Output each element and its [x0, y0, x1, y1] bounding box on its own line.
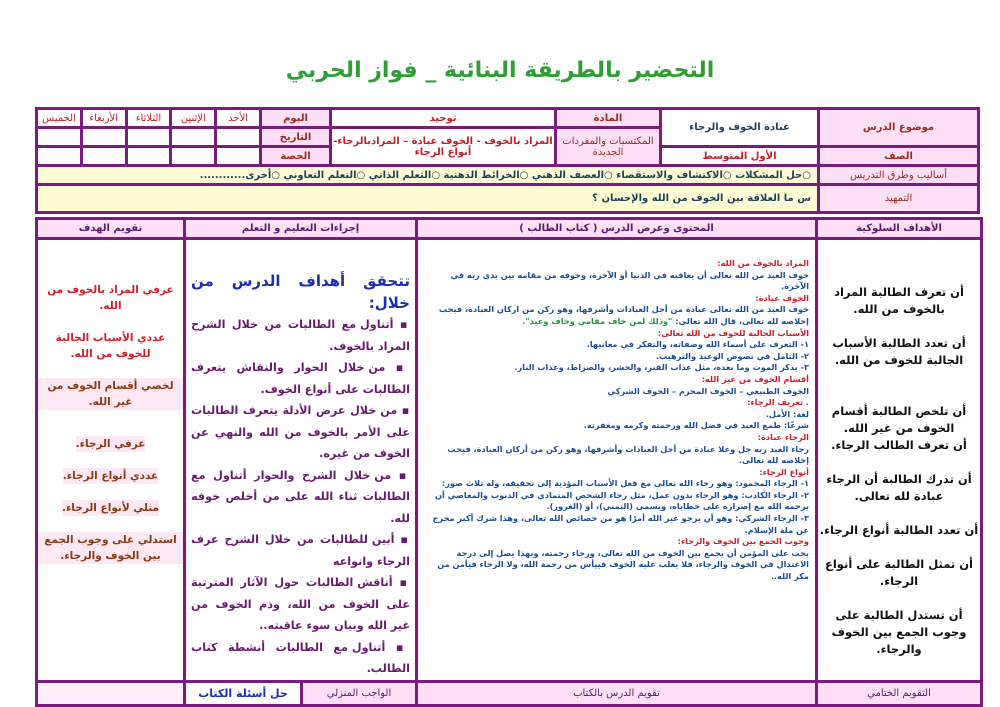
objective: أن تستدل الطالبة على وجوب الجمع بين الخوف والرجاء.: [831, 608, 967, 656]
period-cell[interactable]: [126, 147, 171, 166]
day-monday: الإثنين: [171, 109, 216, 128]
date-cell[interactable]: [171, 128, 216, 147]
grade-label: الصف: [819, 147, 979, 166]
evaluation-item: عددي الأسباب الجالبة للخوف من الله.: [55, 332, 166, 360]
objective: أن تعرف الطالب الرجاء.: [831, 438, 967, 452]
day-thursday: الخميس: [37, 109, 82, 128]
content-text: خوف العبد من الله تعالى عبادة من أجل العبادات وأشرفها، وهو ركن من اركان العبادة، فيجب إخلاصه لله تعالى، قال الله تعالى:: [438, 304, 809, 326]
procedure-item: ▪ أتناول مع الطالبات من خلال الشرح المراد بالخوف.: [191, 318, 410, 353]
vocab-label: المكتسبات والمفردات الجديدة: [556, 128, 661, 166]
subject-label: المادة: [556, 109, 661, 128]
content-list-item: ٢- الرجاء الكاذب: وهو الرجاء بدون عمل، مثل رجاء الشخص المتمادي في الذنوب والمعاصي أن يرحمه الله مع إصراره على خطاياه، ويسمى (التمني)، أو (الغرور).: [435, 489, 809, 512]
evaluation-column: [37, 239, 185, 682]
footer-empty-cell: [37, 681, 185, 705]
page-title: التحضير بالطريقة البنائية _ فواز الحربي: [285, 58, 715, 83]
procedures-column: [185, 239, 417, 682]
procedure-item: ▪ من خلال الحوار والنقاش يتعرف الطالبات على أنواع الخوف.: [191, 361, 410, 396]
evaluation-item: لخصي أقسام الخوف من غير الله.: [38, 378, 183, 410]
homework-value: حل أسئلة الكتاب: [185, 681, 302, 705]
objective: أن تعدد الطالبة أنواع الرجاء.: [819, 523, 979, 537]
evaluation-item: عددي أنواع الرجاء.: [62, 470, 159, 482]
content-heading: الأسباب الجالبة للخوف من الله تعالى:: [657, 327, 809, 338]
evaluation-header: تقويم الهدف: [37, 219, 185, 239]
content-list-item: ١- التعرف على أسماء الله وصفاته، والتفكر في معانيها.: [586, 339, 809, 350]
methods-label: أساليب وطرق التدريس: [819, 166, 979, 185]
day-sunday: الأحد: [216, 109, 261, 128]
book-evaluation-label: تقويم الدرس بالكتاب: [417, 681, 817, 705]
content-text: خوف العبد من الله تعالى أن يعاقبه في الدنيا أو الآخرة، وخوفه من مقامه بين يدي ربه في الآخرة.: [450, 269, 809, 292]
evaluation-item: عرفي المراد بالخوف من الله.: [47, 284, 174, 312]
content-heading: الرجاء عبادة:: [757, 431, 809, 442]
content-header: المحتوى وعرض الدرس ( كتاب الطالب ): [417, 219, 817, 239]
topic-value: عبادة الخوف والرجاء: [661, 109, 819, 147]
day-tuesday: الثلاثاء: [126, 109, 171, 128]
day-label: اليوم: [261, 109, 331, 128]
content-list-item: ٢- التامل في نصوص الوعيد والترهيب.: [655, 350, 809, 361]
final-evaluation-label: التقويم الختامي: [817, 681, 982, 705]
period-cell[interactable]: [171, 147, 216, 166]
evaluation-item: مثلي لأنواع الرجاء.: [61, 502, 160, 514]
content-heading: أقسام الخوف من غير الله:: [701, 373, 809, 384]
content-column: [417, 239, 817, 682]
methods-value: ○حل المشكلات ○الاكتشاف والاستقصاء ○العصف الذهني ○الخرائط الذهنية ○التعلم الذاتي ○التعلم التعاوني ○أخرى............: [37, 166, 819, 185]
content-text: يجب على المؤمن أن يجمع بين الخوف من الله تعالى، ورجاء رحمته، وبهذا يصل إلى درجة الاعتدال في الخوف والرجاء، فلا يغلب عليه الخوف فييأس من رحمة الله، ولا الرجاء فيأمن من مكر الله..: [437, 547, 809, 582]
procedure-item: ▪ من خلال الشرح والحوار أتناول مع الطالبات ثناء الله على من أخلص خوفه لله.: [191, 468, 410, 525]
content-heading: المراد بالخوف من الله:: [717, 258, 809, 268]
grade-value: الأول المتوسط: [661, 147, 819, 166]
content-list-item: ٣- الرجاء الشركي: وهو أن يرجو غير الله أمرًا هو من خصائص الله تعالى، وهذا شرك أكبر مخرج عن ملة الإسلام.: [432, 513, 809, 535]
objectives-header: الأهداف السلوكية: [817, 219, 982, 239]
homework-label: الواجب المنزلي: [302, 681, 417, 705]
lesson-info-table: [35, 107, 980, 214]
date-cell[interactable]: [81, 128, 126, 147]
date-cell[interactable]: [216, 128, 261, 147]
period-label: الحصة: [261, 147, 331, 166]
evaluation-item: استدلي على وجوب الجمع بين الخوف والرجاء.: [38, 532, 183, 564]
vocab-value: المراد بالخوف - الخوف عبادة – المرادبالرجاء- أنواع الرجاء: [331, 128, 556, 166]
lesson-plan-table: [35, 217, 983, 707]
subject-value: توحيد: [331, 109, 556, 128]
content-heading: . تعريف الرجاء:: [747, 397, 809, 408]
procedures-title: تتحقق أهداف الدرس من خلال:: [191, 272, 410, 312]
quran-quote: "وذلك لمن خاف مقامي وخاف وعيد".: [522, 315, 673, 326]
content-text: رجاء العبد ربه جل وعلا عبادة من أجل العبادات وأشرفها، وهو ركن من أركان العبادة، فيجب إخلاصه لله تعالى.: [447, 443, 809, 466]
content-text: لغة: الأمل.: [765, 408, 809, 419]
procedures-header: إجراءات التعليم و التعلم: [185, 219, 417, 239]
period-cell[interactable]: [37, 147, 82, 166]
procedure-item: ▪ أناقش الطالبات حول الآثار المترتبة على الخوف من الله، وذم الخوف من غير الله وبيان سوء عاقبته..: [191, 576, 410, 632]
date-cell[interactable]: [37, 128, 82, 147]
period-cell[interactable]: [216, 147, 261, 166]
day-wednesday: الأربعاء: [81, 109, 126, 128]
objective: أن تلخص الطالبة أقسام الخوف من غير الله.: [831, 404, 967, 435]
objective: أن تدرك الطالبة أن الرجاء عبادة لله تعالى.: [826, 472, 972, 503]
date-cell[interactable]: [126, 128, 171, 147]
content-heading: الخوف عبادة:: [755, 292, 809, 303]
content-heading: أنواع الرجاء:: [759, 466, 809, 477]
content-list-item: ٣- يذكر الموت وما بعده، مثل عذاب القبر، والحشر، والصراط، وعذاب النار.: [514, 362, 809, 373]
date-label: التاريخ: [261, 128, 331, 147]
procedure-item: ▪ من خلال عرض الأدلة يتعرف الطالبات على الأمر بالخوف من الله والنهي عن الخوف من غيره.: [191, 404, 410, 460]
evaluation-item: عرفي الرجاء.: [75, 438, 146, 450]
content-list-item: ١- الرجاء المحمود: وهو رجاء الله تعالى مع فعل الأسباب المؤدية إلى تحقيقه، وله ثلاث صور:: [441, 478, 809, 489]
procedure-item: ▪ أبين للطالبات من خلال الشرح عرف الرجاء وانواعه: [191, 533, 410, 568]
intro-value: س ما العلاقة بين الخوف من الله والإحسان ؟: [37, 185, 819, 213]
procedure-item: ▪ أتناول مع الطالبات أنشطة كتاب الطالب.: [191, 640, 410, 675]
period-cell[interactable]: [81, 147, 126, 166]
intro-label: التمهيد: [819, 185, 979, 213]
content-text: الخوف الطبيعي – الخوف المحرم – الخوف الشركي: [607, 385, 809, 396]
objective: أن تمثل الطالبة على أنواع الرجاء.: [825, 557, 973, 588]
objectives-column: [817, 239, 982, 682]
objective: أن تعدد الطالبة الأسباب الجالبة للخوف من الله.: [832, 336, 966, 367]
content-heading: وجوب الجمع بين الخوف والرجاء:: [677, 536, 809, 547]
content-text: شرعًا: طمع العبد في فضل الله ورحمته وكرمه ومغفرته.: [583, 420, 809, 431]
topic-label: موضوع الدرس: [819, 109, 979, 147]
objective: أن تعرف الطالبة المراد بالخوف من الله.: [834, 285, 964, 316]
